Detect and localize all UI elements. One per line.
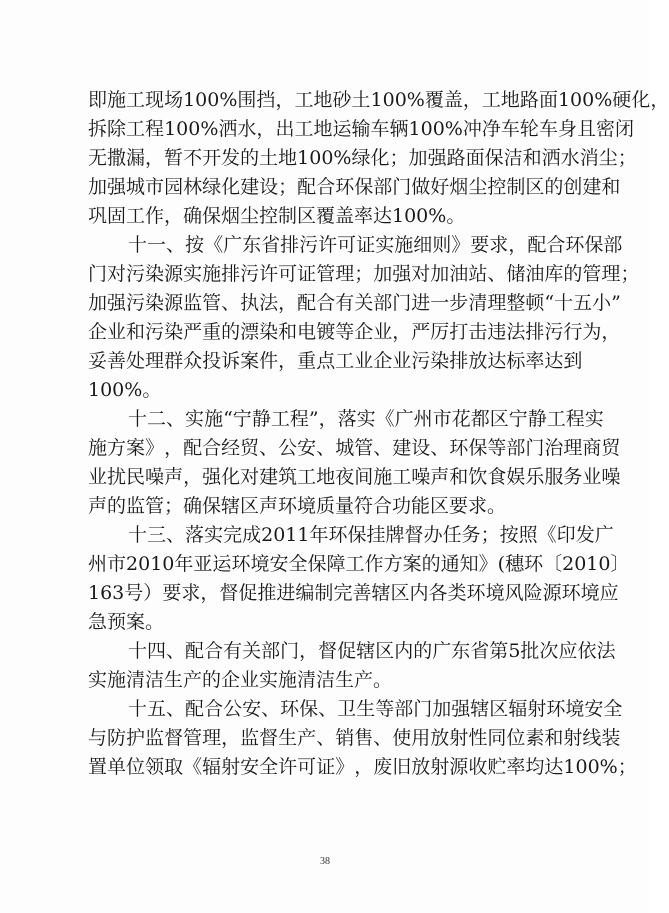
text-line: 业 扰 民 噪 声 ， 强 化 对 建 筑 工 地 夜 间 施 工 噪 声 和 饮 食 娱 乐 服 务 业 噪 — [88, 466, 621, 488]
text-line: 163 号 ） 要 求 ， 督 促 推 进 编 制 完 善 辖 区 内 各 类 环 境 风 险 源 环 境 应 — [88, 582, 619, 604]
text-line: 门 对 污 染 源 实 施 排 污 许 可 证 管 理 ； 加 强 对 加 油 站 、 储 油 库 的 管 理 ； — [88, 263, 640, 285]
text-line: 十 五 、 配 合 公 安 、 环 保 、 卫 生 等 部 门 加 强 辖 区 辐 射 环 境 安 全 — [128, 698, 623, 720]
paragraph-continuation — [88, 86, 669, 231]
text-line: 十 一 、 按 《 广 东 省 排 污 许 可 证 实 施 细 则 》 要 求 ， 配 合 环 保 部 — [128, 234, 623, 256]
paragraph-item-13 — [88, 521, 630, 637]
text-line: 置 单 位 领 取 《 辐 射 安 全 许 可 证 》 ， 废 旧 放 射 源 收 贮 率 均 达 100% ； — [88, 756, 637, 778]
text-line: 声的监管；确保辖区声环境质量符合功能区要求。 — [88, 495, 507, 517]
text-line: 100%。 — [88, 379, 162, 401]
text-line: 施 方 案 》 ， 配 合 经 贸 、 公 安 、 城 管 、 建 设 、 环 保 等 部 门 治 理 商 贸 — [88, 437, 621, 459]
text-line: 急预案。 — [88, 611, 165, 633]
document-body — [88, 86, 669, 782]
paragraph-item-15 — [88, 695, 637, 782]
text-line: 即 施 工 现 场 100% 围 挡 ， 工 地 砂 土 100% 覆 盖 ， 工 地 路 面 100% 硬 化 ， — [88, 89, 669, 111]
text-line: 巩固工作，确保烟尘控制区覆盖率达100%。 — [88, 205, 466, 227]
text-line: 妥 善 处 理 群 众 投 诉 案 件 ， 重 点 工 业 企 业 污 染 排 放 达 标 率 达 到 — [88, 350, 583, 372]
text-line: 加 强 城 市 园 林 绿 化 建 设 ； 配 合 环 保 部 门 做 好 烟 尘 控 制 区 的 创 建 和 — [88, 176, 621, 198]
text-line: 与 防 护 监 督 管 理 ， 监 督 生 产 、 销 售 、 使 用 放 射 性 同 位 素 和 射 线 装 — [88, 727, 621, 749]
paragraph-item-11 — [88, 231, 640, 405]
text-line: 十 四 、 配 合 有 关 部 门 ， 督 促 辖 区 内 的 广 东 省 第 5 批 次 应 依 法 — [128, 640, 616, 662]
text-line: 加 强 污 染 源 监 管 、 执 法 ， 配 合 有 关 部 门 进 一 步 清 理 整 顿 “ 十 五 小 ” — [88, 292, 621, 314]
text-line: 十 二 、 实 施 “ 宁 静 工 程 ” ， 落 实 《 广 州 市 花 都 区 宁 静 工 程 实 — [128, 408, 604, 430]
paragraph-item-12 — [88, 405, 621, 521]
text-line: 十 三 、 落 实 完 成 2011 年 环 保 挂 牌 督 办 任 务 ； 按 照 《 印 发 广 — [128, 524, 614, 546]
text-line: 实施清洁生产的企业实施清洁生产。 — [88, 669, 393, 691]
text-line: 企 业 和 污 染 严 重 的 漂 染 和 电 镀 等 企 业 ， 严 厉 打 击 违 法 排 污 行 为 ， — [88, 321, 621, 343]
text-line: 拆 除 工 程 100% 洒 水 ， 出 工 地 运 输 车 辆 100% 冲 净 车 轮 车 身 且 密 闭 — [88, 118, 635, 140]
text-line: 州 市 2010 年 亚 运 环 境 安 全 保 障 工 作 方 案 的 通 知 》 ( 穗 环 〔 2010 〕 — [88, 553, 630, 575]
page-number: 38 — [320, 856, 330, 867]
text-line: 无 撒 漏 ， 暂 不 开 发 的 土 地 100% 绿 化 ； 加 强 路 面 保 洁 和 洒 水 消 尘 ； — [88, 147, 637, 169]
paragraph-item-14 — [88, 637, 616, 695]
